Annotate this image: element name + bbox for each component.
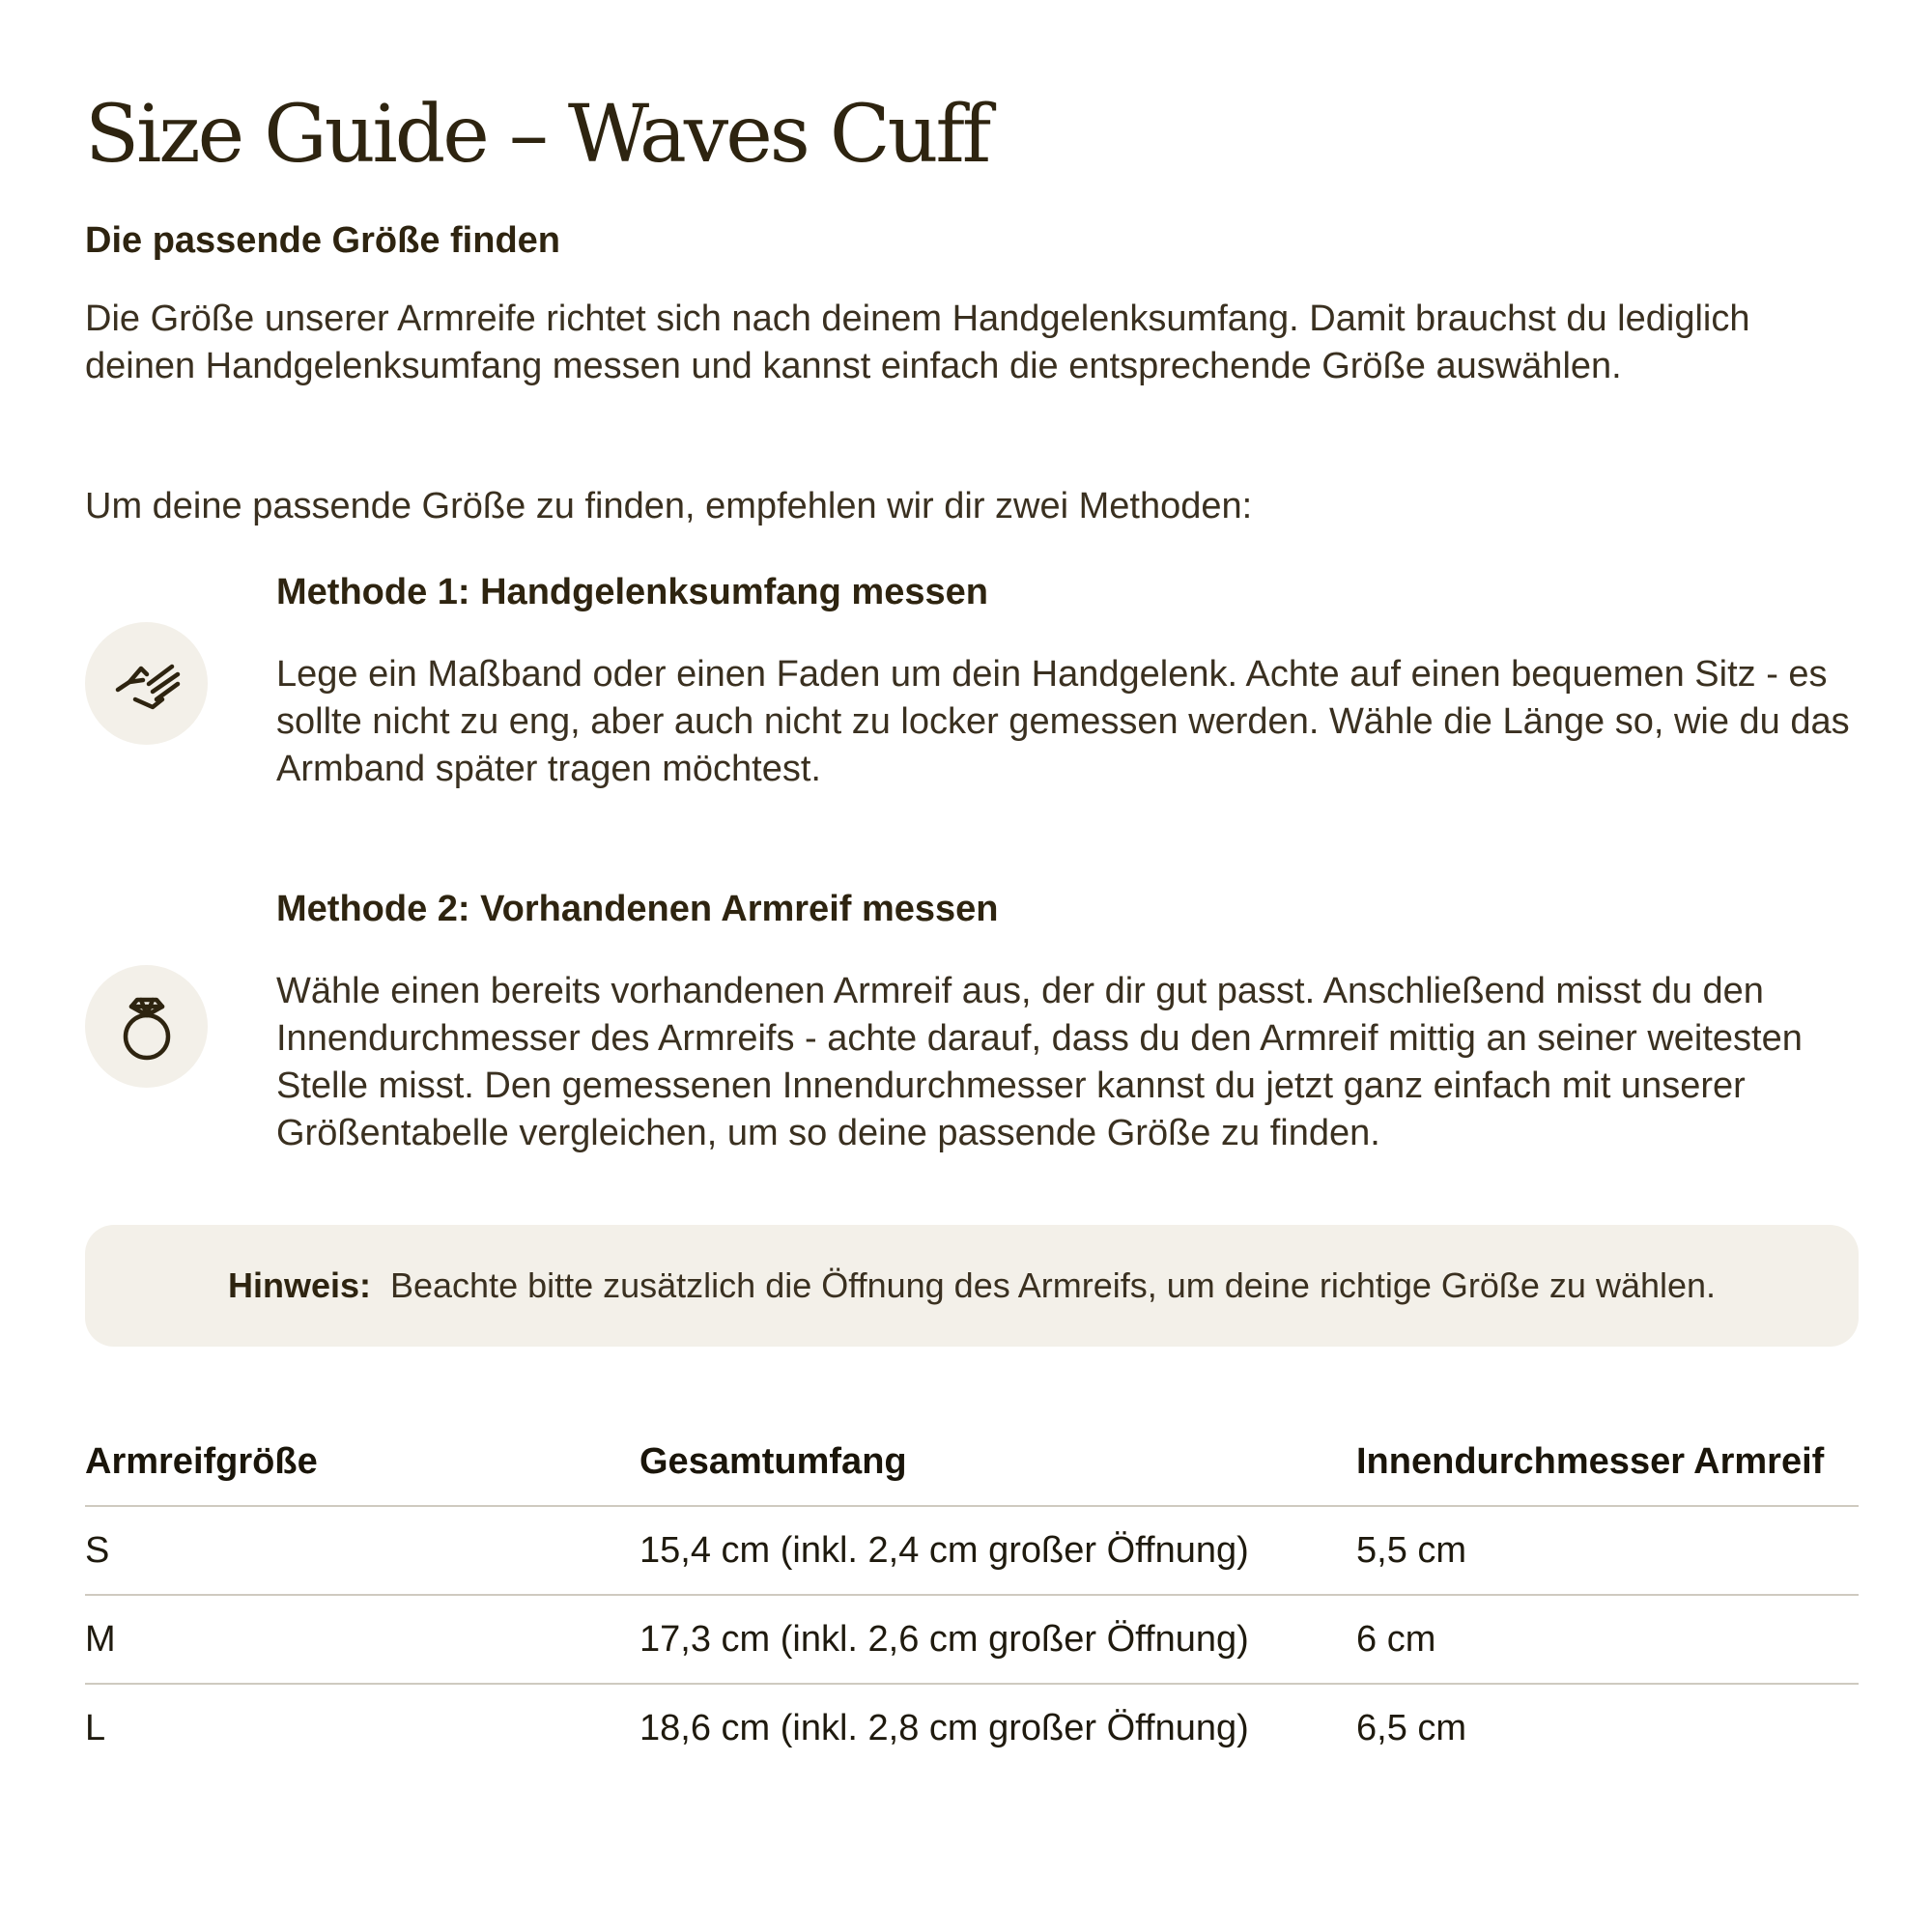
table-header-row bbox=[85, 1418, 1859, 1507]
cell-inner-diameter: 5,5 cm bbox=[1356, 1530, 1467, 1571]
hand-measure-icon bbox=[85, 622, 208, 745]
cell-circumference: 17,3 cm (inkl. 2,6 cm großer Öffnung) bbox=[639, 1619, 1249, 1660]
table-row bbox=[85, 1596, 1859, 1685]
cell-size: L bbox=[85, 1708, 106, 1748]
cell-inner-diameter: 6 cm bbox=[1356, 1619, 1436, 1660]
cell-size: M bbox=[85, 1619, 116, 1660]
cell-circumference: 15,4 cm (inkl. 2,4 cm großer Öffnung) bbox=[639, 1530, 1249, 1571]
cell-size: S bbox=[85, 1530, 110, 1571]
intro-paragraph: Die Größe unserer Armreife richtet sich nach deinem Handgelenksumfang. Damit brauchst du lediglich deinen Handgelenksumfang messen und kannst einfach die entsprechende Größe auswählen. bbox=[85, 298, 1750, 386]
method-2-title: Methode 2: Vorhandenen Armreif messen bbox=[276, 889, 999, 929]
section-subtitle: Die passende Größe finden bbox=[85, 220, 560, 261]
header-size: Armreifgröße bbox=[85, 1441, 318, 1482]
note-box bbox=[85, 1225, 1859, 1347]
cell-inner-diameter: 6,5 cm bbox=[1356, 1708, 1467, 1748]
size-table bbox=[85, 1418, 1859, 1772]
page-title: Size Guide – Waves Cuff bbox=[85, 89, 989, 181]
methods-intro: Um deine passende Größe zu finden, empfehlen wir dir zwei Methoden: bbox=[85, 486, 1253, 526]
header-circumference: Gesamtumfang bbox=[639, 1441, 907, 1482]
table-row bbox=[85, 1507, 1859, 1596]
method-1-title: Methode 1: Handgelenksumfang messen bbox=[276, 572, 988, 612]
cell-circumference: 18,6 cm (inkl. 2,8 cm großer Öffnung) bbox=[639, 1708, 1249, 1748]
method-2-text: Wähle einen bereits vorhandenen Armreif aus, der dir gut passt. Anschließend misst du den Innendurchmesser des Armreifs - achte darauf, dass du den Armreif mittig an seiner weitesten Stelle misst. Den gemessenen Innendurchmesser kannst du jetzt ganz einfach mit unserer Größentabelle vergleichen, um so deine passende Größe zu finden. bbox=[276, 971, 1803, 1153]
note-label: Hinweis: bbox=[227, 1265, 371, 1305]
table-row bbox=[85, 1685, 1859, 1772]
note-text: Beachte bitte zusätzlich die Öffnung des Armreifs, um deine richtige Größe zu wählen. bbox=[389, 1265, 1717, 1305]
method-1-text: Lege ein Maßband oder einen Faden um dein Handgelenk. Achte auf einen bequemen Sitz - es sollte nicht zu eng, aber auch nicht zu locker gemessen werden. Wähle die Länge so, wie du das Armband später tragen möchtest. bbox=[276, 654, 1850, 789]
header-inner-diameter: Innendurchmesser Armreif bbox=[1356, 1441, 1825, 1482]
ring-icon bbox=[85, 965, 208, 1088]
